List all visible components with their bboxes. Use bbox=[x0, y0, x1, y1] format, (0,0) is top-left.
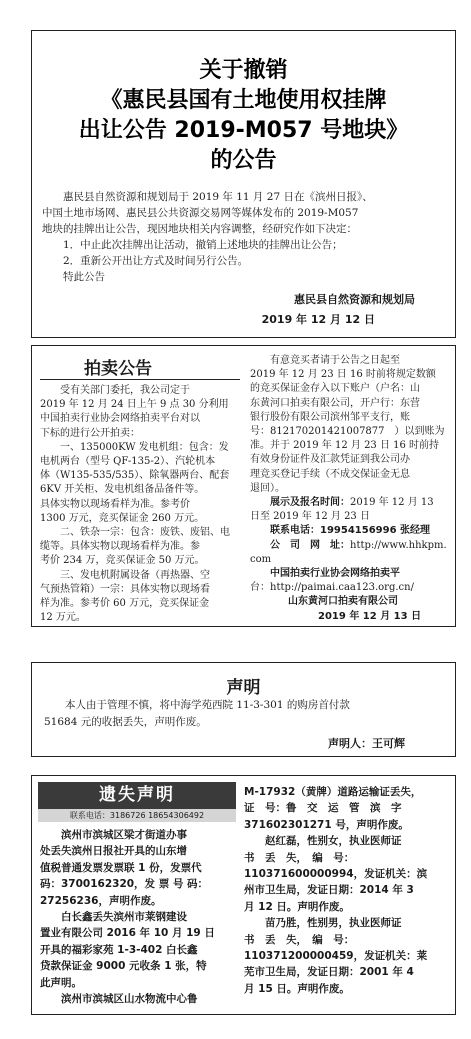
land-revocation-notice bbox=[31, 30, 456, 338]
lost-right-column bbox=[244, 784, 449, 997]
lost-line: 赵红磊，性别女，执业医师证 bbox=[244, 835, 402, 848]
auction-notice bbox=[31, 345, 456, 627]
auction-line: 气预热管箱）一宗：具体实物以现场看 bbox=[40, 583, 210, 595]
lost-notice-banner: 遗失声明 bbox=[38, 782, 236, 809]
auction-line: 缆等。具体实物以现场看样为准。参 bbox=[40, 541, 200, 553]
auction-line: 二、铁杂一宗：包含：废铁、废铝、电 bbox=[40, 527, 230, 539]
lost-line: 书 丢 失， 编 号： bbox=[244, 933, 355, 946]
lost-line: 书 丢 失， 编 号： bbox=[244, 851, 355, 864]
lost-line: 码：3700162320，发 票 号 码： bbox=[40, 878, 209, 891]
lost-line: 371602301271 号，声明作废。 bbox=[244, 818, 409, 831]
platform-label: 中国拍卖行业协会网络拍卖平 bbox=[270, 568, 400, 580]
lost-line: 月 12 日。声明作废。 bbox=[244, 900, 350, 913]
notice-title-line-4: 的公告 bbox=[210, 148, 277, 173]
auction-company: 山东黄河口拍卖有限公司 bbox=[288, 596, 398, 608]
auction-phone: 联系电话：19954156996 张经理 bbox=[270, 525, 431, 537]
lost-line: 开具的福彩家苑 1-3-402 白长鑫 bbox=[40, 943, 198, 956]
statement-line-2: 51684 元的收据丢失，声明作废。 bbox=[44, 716, 207, 728]
auction-line: 2019 年 12 月 23 日 16 时前将规定数额 bbox=[250, 369, 436, 381]
website-label: 公 司 网 址： bbox=[270, 539, 350, 551]
period-value: 2019 年 12 月 13 bbox=[350, 497, 434, 509]
auction-line: 有效身份证件及汇款凭证到我公司办 bbox=[250, 454, 410, 466]
statement-title: 声明 bbox=[226, 678, 261, 698]
website-line bbox=[250, 539, 452, 553]
lost-items-notices bbox=[31, 775, 456, 1015]
website-link-cont[interactable]: com bbox=[250, 553, 272, 565]
notice-date: 2019 年 12 月 12 日 bbox=[261, 313, 375, 326]
lost-line: 滨州市滨城区山水物流中心鲁 bbox=[40, 993, 198, 1006]
notice-body bbox=[42, 189, 445, 285]
auction-line: 中国拍卖行业协会网络拍卖平台对以 bbox=[40, 413, 200, 425]
auction-line: 下标的进行公开拍卖： bbox=[40, 427, 140, 439]
body-line: 地块的挂牌出让公告，现因地块相关内容调整，经研究作如下决定： bbox=[42, 223, 357, 235]
lost-line: 月 15 日。声明作废。 bbox=[244, 982, 350, 995]
auction-line: 考价 234 万，竞买保证金 50 万元。 bbox=[40, 555, 205, 567]
auction-line: 2019 年 12 月 24 日上午 9 点 30 分利用 bbox=[40, 399, 229, 411]
auction-line: 一、135000KW 发电机组：包含：发 bbox=[40, 441, 229, 453]
body-line: 1．中止此次挂牌出让活动，撤销上述地块的挂牌出让公告； bbox=[42, 239, 343, 251]
body-line: 2．重新公开出让方式及时间另行公告。 bbox=[42, 255, 249, 267]
auction-line: 6KV 开关柜、发电机组备品备件等。 bbox=[40, 484, 205, 496]
lost-line: 州市卫生局，发证日期：2014 年 3 bbox=[244, 884, 414, 897]
auction-date: 2019 年 12 月 13 日 bbox=[318, 610, 422, 622]
lost-line: 证 号：鲁 交 运 管 滨 字 bbox=[244, 802, 402, 815]
title-divider bbox=[40, 379, 240, 380]
auction-title: 拍卖公告 bbox=[84, 359, 152, 379]
body-line: 惠民县自然资源和规划局于 2019 年 11 月 27 日在《滨州日报》、 bbox=[42, 191, 373, 203]
auction-line: 1300 万元，竞买保证金 260 万元。 bbox=[40, 512, 205, 524]
lost-line: M-17932（黄牌）道路运输证丢失， bbox=[244, 786, 422, 798]
auction-line: 准。并于 2019 年 12 月 23 日 16 时前持 bbox=[250, 440, 440, 452]
auction-line: 理竞买登记手续（不成交保证金无息 bbox=[250, 468, 410, 480]
auction-line: 12 万元。 bbox=[40, 612, 86, 624]
auction-line: 有意竞买者请于公告之日起至 bbox=[250, 355, 400, 366]
auction-line: 银行股份有限公司滨州邹平支行，账 bbox=[250, 411, 410, 423]
lost-receipt-statement bbox=[31, 662, 456, 757]
auction-line: 号：812170201421007877 ）以到账为 bbox=[250, 426, 445, 438]
lost-line: 27256236，声明作废。 bbox=[40, 894, 162, 907]
website-link[interactable]: http://www.hhkpm. bbox=[350, 539, 447, 551]
lost-line: 此声明。 bbox=[40, 976, 82, 989]
auction-line: 样为准。参考价 60 万元，竞买保证金 bbox=[40, 598, 210, 610]
platform-link[interactable]: 台：http://paimai.caa123.org.cn/ bbox=[250, 582, 414, 594]
lost-line: 贷款保证金 9000 元收条 1 张，特 bbox=[40, 960, 207, 973]
lost-line: 110371600000994，发证机关：滨 bbox=[244, 868, 428, 881]
auction-line: 体（W135-535/535）、除氧器两台、配套 bbox=[40, 470, 230, 482]
lost-line: 芜市卫生局，发证日期：2001 年 4 bbox=[244, 966, 414, 979]
auction-line: 退回）。 bbox=[250, 482, 285, 494]
auction-line: 受有关部门委托，我公司定于 bbox=[40, 385, 190, 396]
lost-line: 处丢失滨州日报社开具的山东增 bbox=[40, 845, 187, 858]
period-line-2: 日至 2019 年 12 月 23 日 bbox=[250, 511, 370, 523]
notice-signature: 惠民县自然资源和规划局 bbox=[294, 293, 415, 306]
auction-line: 具体实物以现场看样为准。参考价 bbox=[40, 498, 190, 510]
statement-line-1: 本人由于管理不慎，将中海学苑西院 11-3-301 的购房首付款 bbox=[44, 699, 350, 711]
contact-phone: 联系电话：3186726 18654306492 bbox=[38, 809, 236, 822]
auction-line: 三、发电机附属设备（再热器、空 bbox=[40, 569, 210, 581]
lost-line: 置业有限公司 2016 年 10 月 19 日 bbox=[40, 927, 215, 940]
lost-line: 苗乃胜，性别男，执业医师证 bbox=[244, 917, 402, 930]
auction-line: 东黄河口拍卖有限公司，开户行：东营 bbox=[250, 397, 420, 409]
period-label: 展示及报名时间： bbox=[270, 497, 350, 509]
lost-line: 110371200000459，发证机关：莱 bbox=[244, 950, 428, 963]
body-line: 特此公告 bbox=[42, 271, 105, 283]
notice-title-line-2: 《惠民县国有土地使用权挂牌 bbox=[100, 88, 387, 113]
notice-title-line-3: 出让公告 2019-M057 号地块》 bbox=[78, 118, 409, 143]
statement-signature: 声明人：王可辉 bbox=[328, 737, 405, 750]
notice-title-line-1: 关于撤销 bbox=[199, 58, 288, 83]
auction-right-column bbox=[250, 354, 452, 624]
period-line bbox=[250, 496, 452, 510]
auction-left-column bbox=[40, 384, 245, 625]
lost-left-column bbox=[40, 827, 240, 1007]
lost-line: 白长鑫丢失滨州市莱钢建设 bbox=[40, 911, 187, 924]
lost-line: 值税普通发票发票联 1 份，发票代 bbox=[40, 861, 202, 874]
lost-line: 滨州市滨城区梁才街道办事 bbox=[40, 829, 187, 841]
auction-line: 的竞买保证金存入以下账户（户名：山 bbox=[250, 383, 420, 395]
body-line: 中国土地市场网、惠民县公共资源交易网等媒体发布的 2019-M057 bbox=[42, 207, 359, 219]
auction-line: 电机两台（型号 QF-135-2）、汽轮机本 bbox=[40, 456, 216, 468]
